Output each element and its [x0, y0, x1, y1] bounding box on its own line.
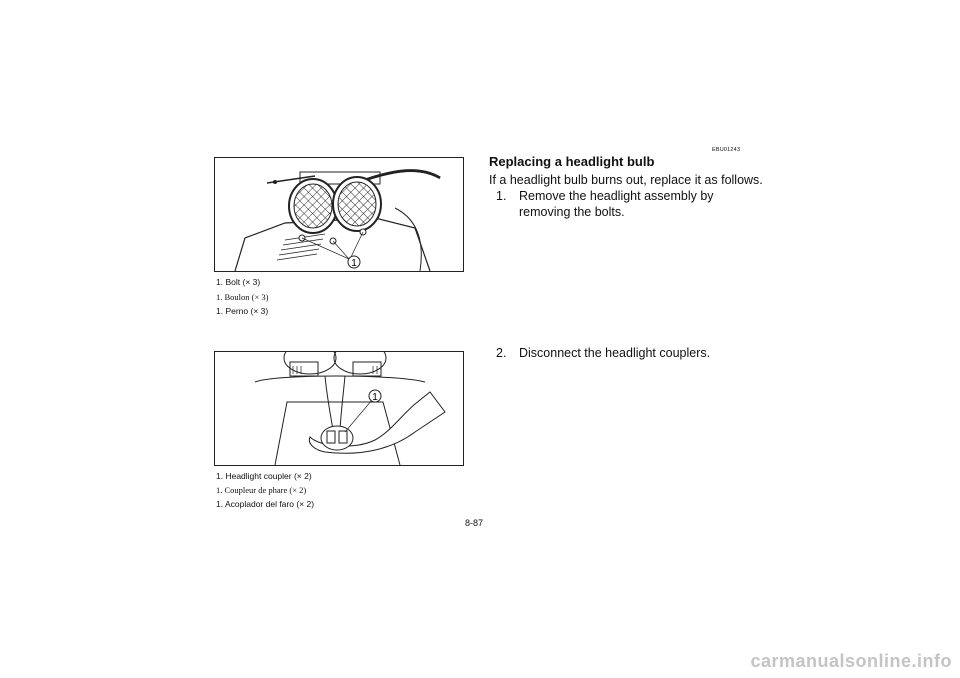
- figure-headlight-bolts: [214, 157, 464, 272]
- headlight-assembly-illustration: [215, 158, 463, 271]
- page-number: 8-87: [465, 518, 484, 528]
- figure1-caption-en: 1. Bolt (× 3): [216, 277, 261, 287]
- figure-headlight-couplers: [214, 351, 464, 466]
- watermark: carmanualsonline.info: [750, 651, 952, 671]
- step-2-number: 2.: [496, 346, 507, 360]
- figure1-caption-fr: 1. Boulon (× 3): [216, 292, 269, 302]
- figure1-caption-es: 1. Perno (× 3): [216, 306, 269, 316]
- step-2-text: Disconnect the headlight couplers.: [519, 346, 711, 360]
- figure2-caption-fr: 1. Coupleur de phare (× 2): [216, 485, 307, 495]
- step-1-number: 1.: [496, 189, 507, 203]
- step-2: [496, 345, 766, 363]
- step-1: [496, 188, 766, 222]
- section-code: EBU01243: [712, 147, 741, 153]
- coupler-illustration: [215, 352, 463, 465]
- figure2-caption-en: 1. Headlight coupler (× 2): [216, 471, 312, 481]
- step-1-text: Remove the headlight assembly by removing the bolts.: [519, 189, 714, 219]
- figure2-callout: 1: [372, 392, 378, 403]
- figure2-caption-es: 1. Acoplador del faro (× 2): [216, 499, 315, 509]
- section-intro: If a headlight bulb burns out, replace it as follows.: [489, 173, 763, 187]
- section-title: Replacing a headlight bulb: [489, 154, 655, 169]
- figure1-callout: 1: [351, 258, 357, 269]
